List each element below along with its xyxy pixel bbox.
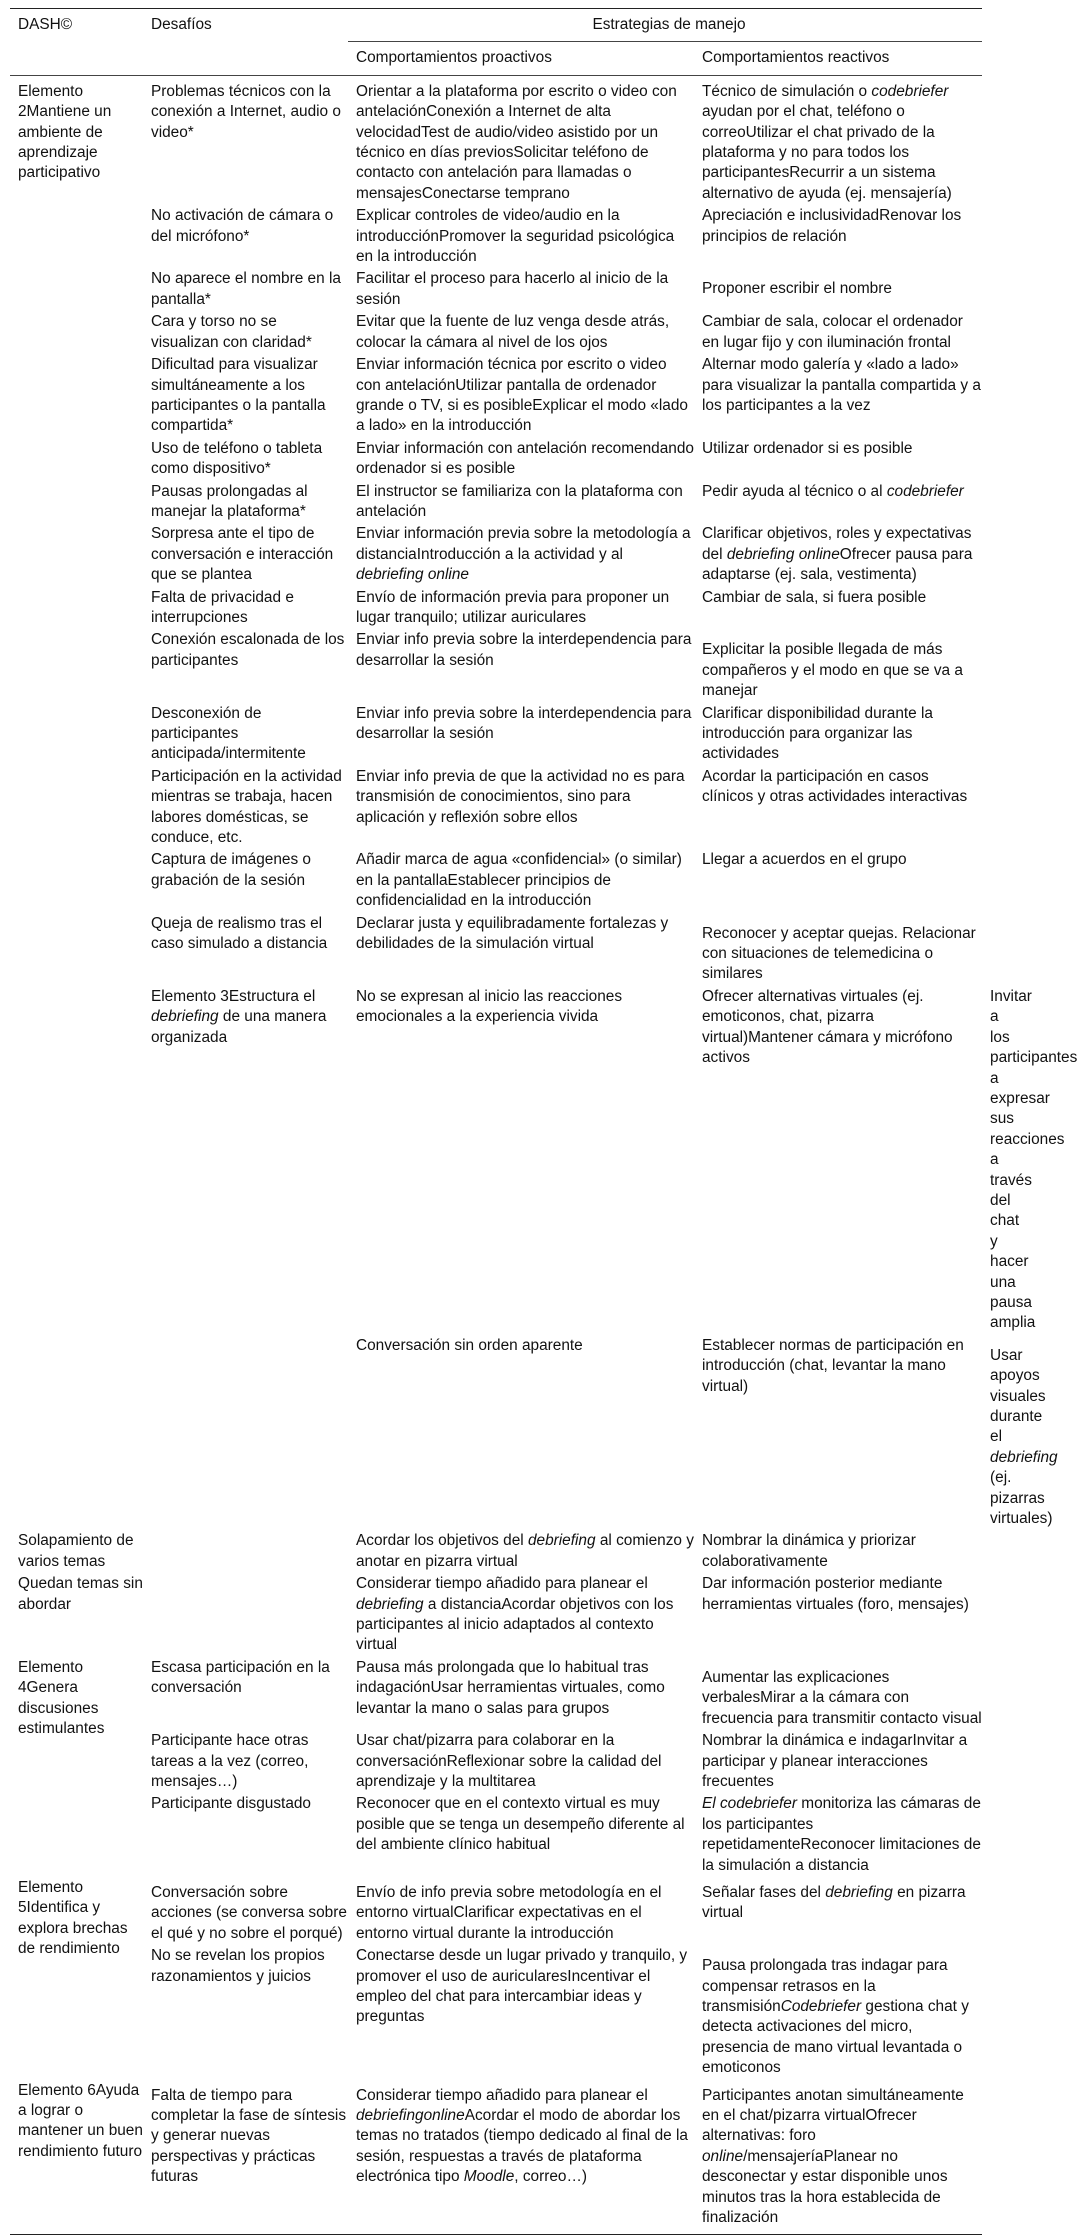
challenge-cell: No aparece el nombre en la pantalla*: [151, 270, 341, 308]
challenge-cell: Desconexión de participantes anticipada/intermitente: [151, 704, 306, 763]
table-row: [10, 849, 982, 912]
proactive-cell: Orientar a la plataforma por escrito o video con antelaciónConexión a Internet de alta velocidadTest de audio/video asistido por un técnico en días previosSolicitar teléfono de contacto con antelación para llamadas o mensajesConectarse temprano: [356, 82, 677, 202]
proactive-cell: Declarar justa y equilibradamente fortalezas y debilidades de la simulación virtual: [356, 914, 669, 953]
proactive-cell: Enviar info previa de que la actividad no es para transmisión de conocimientos, sino para aplicación y reflexión sobre ellos: [356, 767, 685, 826]
table-row: [10, 1793, 982, 1877]
proactive-cell: Establecer normas de participación en introducción (chat, levantar la mano virtual): [702, 1336, 964, 1395]
reactive-cell: Utilizar ordenador si es posible: [702, 439, 913, 457]
table-row: Conversación sin orden aparente Establecer normas de participación en introducción (chat, levantar la mano virtual) Usar apoyos visuales durante el debriefing (ej. pizarras virtuales): [10, 1335, 982, 1531]
table-row: [10, 629, 982, 702]
proactive-cell: Enviar información técnica por escrito o video con antelaciónUtilizar pantalla de ordenador grande o TV, si es posibleExplicar el modo «lado a lado» en la introducción: [356, 356, 688, 435]
header-reactivos: Comportamientos reactivos: [694, 42, 982, 75]
element-cell: Elemento 2Mantiene un ambiente de aprendizaje participativo: [18, 82, 112, 182]
proactive-cell: Enviar info previa sobre la interdependencia para desarrollar la sesión: [356, 631, 692, 669]
table-header: [10, 9, 982, 76]
header-row-1: [10, 9, 982, 42]
proactive-cell: Reconocer que en el contexto virtual es muy posible que se tenga un desempeño diferente al del ambiente clínico habitual: [356, 1795, 685, 1854]
proactive-cell: Envío de información previa para proponer un lugar tranquilo; utilizar auriculares: [356, 588, 670, 626]
table-row: [10, 481, 982, 524]
reactive-cell: Nombrar la dinámica y priorizar colaborativamente: [702, 1532, 916, 1570]
reactive-cell: Técnico de simulación o codebriefer ayudan por el chat, teléfono o correoUtilizar el chat privado de la plataforma y no para todos los participantesRecurrir a un sistema alternativo de ayuda (ej. mensajería): [702, 82, 952, 202]
proactive-cell: Acordar los objetivos del debriefing al comienzo y anotar en pizarra virtual: [356, 1532, 694, 1570]
reactive-cell: Dar información posterior mediante herramientas virtuales (foro, mensajes): [702, 1575, 969, 1613]
table-row: [10, 1730, 982, 1793]
header-proactivos: Comportamientos proactivos: [348, 42, 694, 75]
challenge-cell: Pausas prolongadas al manejar la plataforma*: [151, 482, 308, 520]
header-desafios: Desafíos: [143, 9, 348, 76]
proactive-cell: Evitar que la fuente de luz venga desde atrás, colocar la cámara al nivel de los ojos: [356, 313, 670, 351]
proactive-cell: Enviar información con antelación recomendando ordenador si es posible: [356, 439, 694, 478]
strategies-table-container: [10, 8, 1077, 2235]
table-row: [10, 913, 982, 986]
challenge-cell: Conexión escalonada de los participantes: [151, 631, 345, 669]
reactive-cell: Explicitar la posible llegada de más compañeros y el modo en que se va a manejar: [702, 641, 963, 700]
proactive-cell: Ofrecer alternativas virtuales (ej. emoticonos, chat, pizarra virtual)Mantener cámara y micrófono activos: [702, 987, 953, 1067]
challenge-cell: Participante hace otras tareas a la vez (correo, mensajes…): [151, 1732, 309, 1790]
table-row: [10, 1945, 982, 2079]
challenge-cell: Cara y torso no se visualizan con claridad*: [151, 313, 312, 351]
reactive-cell: Reconocer y aceptar quejas. Relacionar con situaciones de telemedicina o similares: [702, 924, 976, 983]
table-row: [10, 311, 982, 354]
challenge-cell: Queja de realismo tras el caso simulado a distancia: [151, 914, 328, 953]
challenge-cell: Uso de teléfono o tableta como dispositivo*: [151, 439, 323, 478]
table-row: [10, 2080, 982, 2235]
reactive-cell: Cambiar de sala, colocar el ordenador en lugar fijo y con iluminación frontal: [702, 313, 963, 351]
reactive-cell: Señalar fases del debriefing en pizarra virtual: [702, 1883, 966, 1922]
reactive-cell: El codebriefer monitoriza las cámaras de los participantes repetidamenteReconocer limitaciones de la simulación a distancia: [702, 1795, 981, 1874]
table-row: [10, 438, 982, 481]
proactive-cell: Envío de info previa sobre metodología en el entorno virtualClarificar expectativas en el entorno virtual durante la introducción: [356, 1883, 662, 1942]
challenge-cell: Falta de privacidad e interrupciones: [151, 588, 294, 626]
reactive-cell: Nombrar la dinámica e indagarInvitar a participar y planear interacciones frecuentes: [702, 1732, 968, 1790]
reactive-cell: Pausa prolongada tras indagar para compensar retrasos en la transmisiónCodebriefer gestiona chat y detecta activaciones del micro, presencia de mano virtual levantada o emoticonos: [702, 1957, 969, 2077]
table-row: [10, 205, 982, 268]
element-cell: Elemento 4Genera discusiones estimulantes: [18, 1658, 105, 1738]
challenge-cell: Conversación sobre acciones (se conversa sobre el qué y no sobre el porqué): [151, 1883, 347, 1942]
challenge-cell: Problemas técnicos con la conexión a Internet, audio o video*: [151, 82, 341, 141]
proactive-cell: Conectarse desde un lugar privado y tranquilo, y promover el uso de auricularesIncentivar el empleo del chat para intercambiar ideas y preguntas: [356, 1947, 688, 2026]
proactive-cell: Enviar información previa sobre la metodología a distanciaIntroducción a la actividad y al debriefing online: [356, 525, 691, 584]
element-cell: Elemento 5Identifica y explora brechas de rendimiento: [18, 1878, 128, 1958]
table-row: Elemento 3Estructura el debriefing de una manera organizada No se expresan al inicio las reacciones emocionales a la experiencia vivida Ofrecer alternativas virtuales (ej. emoticonos, chat, pizarra virtual)Mantener cámara y micrófono activos Invitar a los participantes a expresar sus reacciones a través del chat y hacer una pausa amplia: [10, 986, 982, 1335]
table-row: [10, 587, 982, 630]
proactive-cell: Añadir marca de agua «confidencial» (o similar) en la pantallaEstablecer principios de confidencialidad en la introducción: [356, 851, 682, 910]
table-row: [10, 1877, 982, 1945]
reactive-cell: Pedir ayuda al técnico o al codebriefer: [702, 482, 964, 500]
table-row: [10, 703, 982, 766]
table-row: [10, 523, 982, 586]
proactive-cell: Pausa más prolongada que lo habitual tras indagaciónUsar herramientas virtuales, como levantar la mano o salas para grupos: [356, 1658, 665, 1717]
table-row: [10, 1657, 982, 1730]
challenge-cell: No se expresan al inicio las reacciones emocionales a la experiencia vivida: [356, 987, 623, 1026]
challenge-cell: Sorpresa ante el tipo de conversación e interacción que se plantea: [151, 525, 334, 584]
header-estrategias: Estrategias de manejo: [348, 9, 982, 42]
reactive-cell: Apreciación e inclusividadRenovar los principios de relación: [702, 207, 962, 245]
reactive-cell: Llegar a acuerdos en el grupo: [702, 851, 907, 869]
header-dash: DASH©: [10, 9, 143, 76]
challenge-cell: Dificultad para visualizar simultáneamente a los participantes o la pantalla compartida*: [151, 356, 326, 435]
proactive-cell: Considerar tiempo añadido para planear el debriefingonlineAcordar el modo de abordar los temas no tratados (tiempo dedicado al final de la sesión, respuestas a través de plataforma electrónica tipo Moodle, correo…): [348, 2080, 694, 2235]
proactive-cell: Explicar controles de video/audio en la introducciónPromover la seguridad psicológica en la introducción: [356, 207, 675, 266]
table-body: [10, 75, 1077, 2235]
reactive-cell: Alternar modo galería y «lado a lado» para visualizar la pantalla compartida y a los participantes a la vez: [702, 356, 981, 414]
element-cell: Elemento 6Ayuda a lograr o mantener un buen rendimiento futuro: [10, 2080, 143, 2235]
challenge-cell: Solapamiento de varios temas: [18, 1532, 134, 1570]
reactive-cell: Aumentar las explicaciones verbalesMirar a la cámara con frecuencia para transmitir contacto visual: [702, 1668, 982, 1727]
proactive-cell: El instructor se familiariza con la plataforma con antelación: [356, 482, 683, 520]
challenge-cell: Participación en la actividad mientras se trabaja, hacen labores domésticas, se conduce, etc.: [151, 767, 342, 847]
challenge-cell: Conversación sin orden aparente: [356, 1336, 583, 1354]
table-row: [10, 75, 982, 205]
element-cell: Elemento 3Estructura el debriefing de una manera organizada: [151, 987, 327, 1046]
reactive-cell: Clarificar objetivos, roles y expectativas del debriefing onlineOfrecer pausa para adaptarse (ej. sala, vestimenta): [702, 525, 973, 584]
table-row: [10, 354, 982, 438]
reactive-cell: Cambiar de sala, si fuera posible: [702, 588, 927, 606]
challenge-cell: No se revelan los propios razonamientos y juicios: [151, 1947, 325, 1985]
challenge-cell: Participante disgustado: [151, 1795, 311, 1813]
proactive-cell: Enviar info previa sobre la interdependencia para desarrollar la sesión: [356, 704, 692, 742]
challenge-cell: Captura de imágenes o grabación de la sesión: [151, 851, 311, 889]
reactive-cell: Proponer escribir el nombre: [702, 280, 892, 298]
proactive-cell: Usar chat/pizarra para colaborar en la conversaciónReflexionar sobre la calidad del aprendizaje y la multitarea: [356, 1732, 662, 1790]
challenge-cell: Falta de tiempo para completar la fase de síntesis y generar nuevas perspectivas y prácticas futuras: [143, 2080, 348, 2235]
reactive-cell: Acordar la participación en casos clínicos y otras actividades interactivas: [702, 767, 968, 806]
table-row: [10, 268, 982, 311]
challenge-cell: Escasa participación en la conversación: [151, 1658, 330, 1697]
proactive-cell: Facilitar el proceso para hacerlo al inicio de la sesión: [356, 270, 669, 308]
challenge-cell: Quedan temas sin abordar: [18, 1575, 143, 1613]
reactive-cell: Clarificar disponibilidad durante la introducción para organizar las actividades: [702, 704, 933, 763]
proactive-cell: Considerar tiempo añadido para planear el debriefing a distanciaAcordar objetivos con los participantes al inicio adaptados al contexto virtual: [356, 1575, 674, 1654]
strategies-table: [10, 8, 1077, 2235]
challenge-cell: No activación de cámara o del micrófono*: [151, 207, 334, 245]
table-row: [10, 766, 982, 850]
reactive-cell: Participantes anotan simultáneamente en el chat/pizarra virtualOfrecer alternativas: foro online/mensajeríaPlanear no desconectar y estar disponible unos minutos tras la hora establecida de finalización: [694, 2080, 982, 2235]
